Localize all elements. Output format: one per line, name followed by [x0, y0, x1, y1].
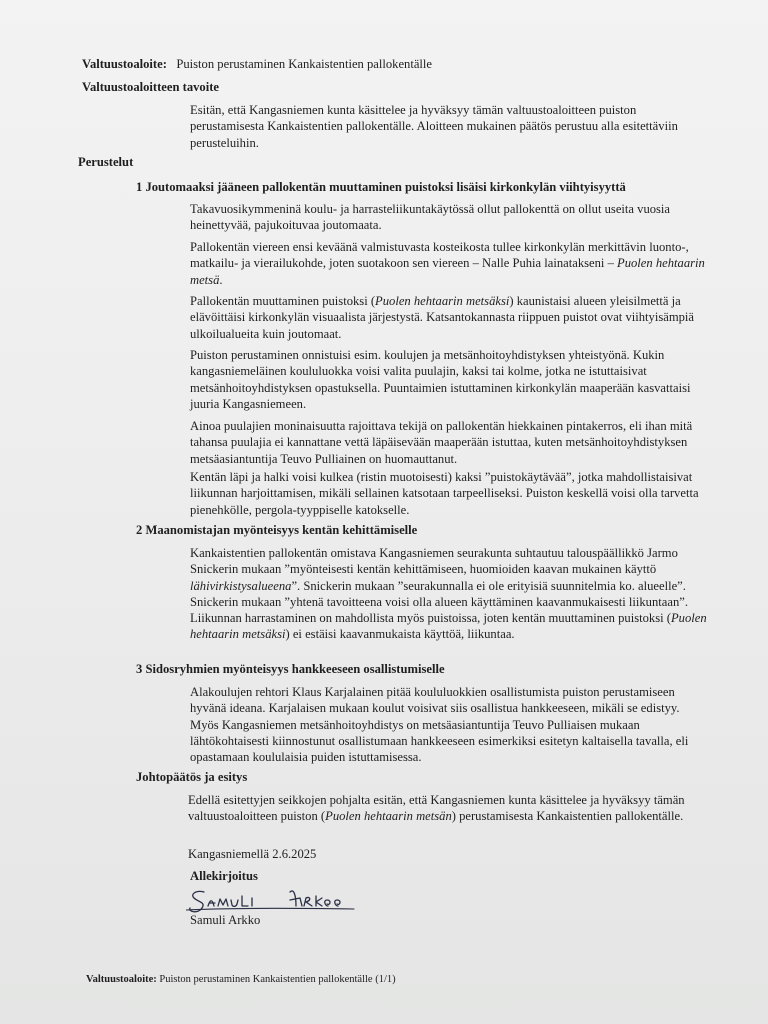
section-1-paragraph-3-text: Pallokentän muuttaminen puistoksi ( — [190, 294, 376, 308]
subject-label: Valtuustoaloite: — [82, 57, 167, 71]
section-2-text-b: ”. Snickerin mukaan ”seurakunnalla ei ole erityisiä suunnitelmia ko. alueelle”. Snickerin mukaan ”yhtenä tavoitteena voisi olla alueen käyttäminen kaavanmukaisesti liikuntaan”. Liikunnan harrastaminen on mahdollista myös puistoissa, joten kentän muuttaminen puistoksi ( — [190, 578, 688, 626]
section-1-heading: 1 Joutomaaksi jääneen pallokentän muuttaminen puistoksi lisäisi kirkonkylän viihtyisyyttä — [136, 180, 626, 194]
section-1-paragraph-5: Ainoa puulajien moninaisuutta rajoittava tekijä on pallokentän hiekkainen pintakerros, eli ihan mitä tahansa puulajia ei kannattane vettä läpäisevään maaperään istuttaa, kuten metsänhoitoyhdistyksen metsäasiantuntija Teuvo Pulliainen on huomauttanut. — [190, 419, 693, 466]
section-2-text-c: ) ei estäisi kaavanmukaista käyttöä, liikuntaa. — [285, 627, 515, 642]
footer-text: Puiston perustaminen Kankaistentien pallokentälle (1/1) — [159, 973, 396, 985]
section-1-paragraph-2 — [190, 239, 710, 288]
footer — [86, 974, 396, 985]
section-1-paragraph-2-italic: Puolen hehtaarin metsä — [190, 256, 705, 287]
section-1-paragraph-2-text: Pallokentän viereen ensi keväänä valmistuvasta kosteikosta tullee kirkonkylän merkittävin luonto-, matkailu- ja vierailukohde, joten suotakoon sen viereen – Nalle Puhia lainatakseni – — [190, 240, 689, 271]
grounds-heading: Perustelut — [78, 155, 134, 169]
section-3-heading: 3 Sidosryhmien myönteisyys hankkeeseen osallistumiselle — [136, 662, 445, 676]
section-2-italic-1: lähivirkistysalueena — [190, 578, 292, 593]
signer-name: Samuli Arkko — [190, 913, 261, 927]
conclusion-italic: Puolen hehtaarin metsän — [325, 809, 452, 824]
section-1-paragraph-2-end: . — [219, 272, 223, 287]
goal-heading: Valtuustoaloitteen tavoite — [82, 80, 220, 94]
conclusion-text-end: ) perustamisesta Kankaistentien pallokentälle. — [451, 809, 684, 824]
subject-value: Puiston perustaminen Kankaistentien pallokentälle — [176, 57, 433, 71]
section-1-paragraph-3-italic: Puolen hehtaarin metsäksi — [375, 294, 510, 308]
signature-heading: Allekirjoitus — [190, 869, 258, 883]
section-1-paragraph-3-end: ) kaunistaisi alueen yleisilmettä ja elävöittäisi kirkonkylän visuaalista järjestystä. Katsantokannasta riippuen puistot ovat viihtyisämpiä ulkoilualueita kuin joutomaat. — [190, 294, 694, 341]
section-3-paragraph: Alakoulujen rehtori Klaus Karjalainen pitää koululuokkien osallistumista puiston perustamiseen hyvänä ideana. Karjalaisen mukaan koulut voisivat siis osallistua hankkeeseen, mikäli se edistyy. Myös Kangasniemen metsänhoitoyhdistys on metsäasiantuntija Teuvo Pulliaisen mukaan lähtökohtaisesti kiinnostunut osallistumaan hankkeeseen esimerkiksi esitetyn kaltaisella tavalla, eli opastamaan koululaisia puiden istuttamisessa. — [190, 685, 689, 765]
section-1-paragraph-6: Kentän läpi ja halki voisi kulkea (ristin muotoisesti) kaksi ”puistokäytävää”, jotka mahdollistaisivat liikunnan harjoittamisen, mikäli sellainen katsotaan tarpeelliseksi. Puiston keskellä voisi olla tarvetta pienehkölle, pergola-tyyppiselle katokselle. — [190, 470, 699, 517]
section-1-paragraph-1: Takavuosikymmeninä koulu- ja harrasteliikuntakäytössä ollut pallokenttä on ollut useita vuosia heinettyvää, pajukoituvaa joutomaata. — [190, 202, 671, 233]
section-2-paragraph — [190, 545, 710, 643]
section-2-heading: 2 Maanomistajan myönteisyys kentän kehittämiselle — [136, 523, 418, 537]
place-date: Kangasniemellä 2.6.2025 — [188, 847, 317, 861]
subject-line — [82, 56, 432, 72]
section-2-text-a: Kankaistentien pallokentän omistava Kangasniemen seurakunta suhtautuu talouspäällikkö Jarmo Snickerin mukaan ”myönteisesti kentän kehittämiseen, huomioiden kaavan mukainen käyttö — [190, 546, 678, 577]
section-2-italic-2: Puolen hehtaarin metsäksi — [190, 611, 707, 642]
footer-label: Valtuustoaloite: — [86, 973, 157, 985]
goal-paragraph: Esitän, että Kangasniemen kunta käsittelee ja hyväksyy tämän valtuustoaloitteen puiston perustamisesta Kankaistentien pallokentälle. Aloitteen mukainen päätös perustuu alla esitettäviin perusteluihin. — [190, 103, 678, 150]
section-1-paragraph-4: Puiston perustaminen onnistuisi esim. koulujen ja metsänhoitoyhdistyksen yhteistyönä. Kukin kangasniemeläinen koululuokka voisi valita puulajin, kaksi tai kolme, jotka ne istuttaisivat metsänhoitoyhdistyksen opastuksella. Puuntaimien istuttaminen kirkonkylän maaperään kasvattaisi juuria Kangasniemeen. — [190, 348, 691, 411]
conclusion-heading: Johtopäätös ja esitys — [136, 770, 248, 784]
section-1-paragraph-3 — [190, 293, 710, 342]
conclusion-text: Edellä esitettyjen seikkojen pohjalta esitän, että Kangasniemen kunta käsittelee ja hyväksyy tämän valtuustoaloitteen puiston ( — [188, 793, 685, 824]
conclusion-paragraph — [188, 792, 708, 825]
